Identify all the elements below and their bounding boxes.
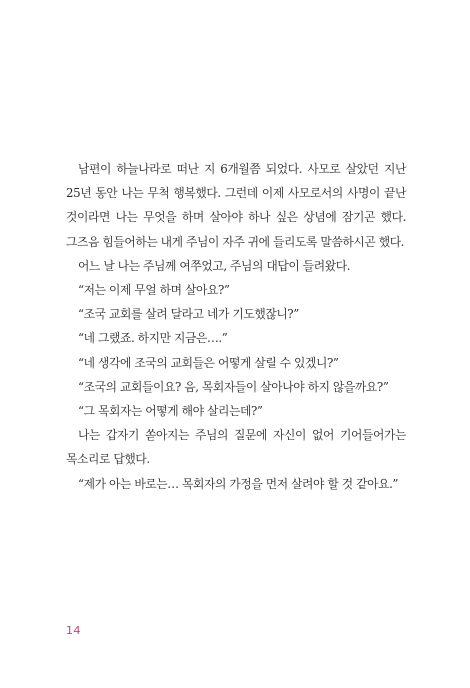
dialogue-line: “저는 이제 무얼 하며 살아요?” — [78, 283, 230, 298]
dialogue-line: “조국 교회를 살려 달라고 네가 기도했잖니?” — [78, 307, 299, 322]
dialogue-line: “조국의 교회들이요? 음, 목회자들이 살아나야 하지 않을까요?” — [78, 379, 389, 394]
page-number: 14 — [66, 624, 81, 637]
paragraph: 남편이 하늘나라로 떠난 지 6개월쯤 되었다. 사모로 살았던 지난 25년 동안 나는 무척 행복했다. 그런데 이제 사모로서의 사명이 끝난 것이라면 나는 무엇을 하며 살아야 하나 싶은 상념에 잠기곤 했다. 그즈음 힘들어하는 내게 주님이 자주 귀에 들리도록 말씀하시곤 했다. — [66, 162, 406, 249]
paragraph: 나는 갑자기 쏟아지는 주님의 질문에 자신이 없어 기어들어가는 목소리로 답했다. — [66, 428, 406, 467]
dialogue-line: “제가 아는 바로는… 목회자의 가정을 먼저 살려야 할 것 같아요.” — [78, 476, 399, 491]
paragraph: 어느 날 나는 주님께 여쭈었고, 주님의 대답이 들려왔다. — [78, 258, 351, 273]
body-text — [66, 157, 406, 496]
dialogue-line: “그 목회자는 어떻게 해야 살리는데?” — [78, 404, 263, 419]
dialogue-line: “네 그랬죠. 하지만 지금은….” — [78, 331, 228, 346]
dialogue-line: “네 생각에 조국의 교회들은 어떻게 살릴 수 있겠니?” — [78, 355, 339, 370]
